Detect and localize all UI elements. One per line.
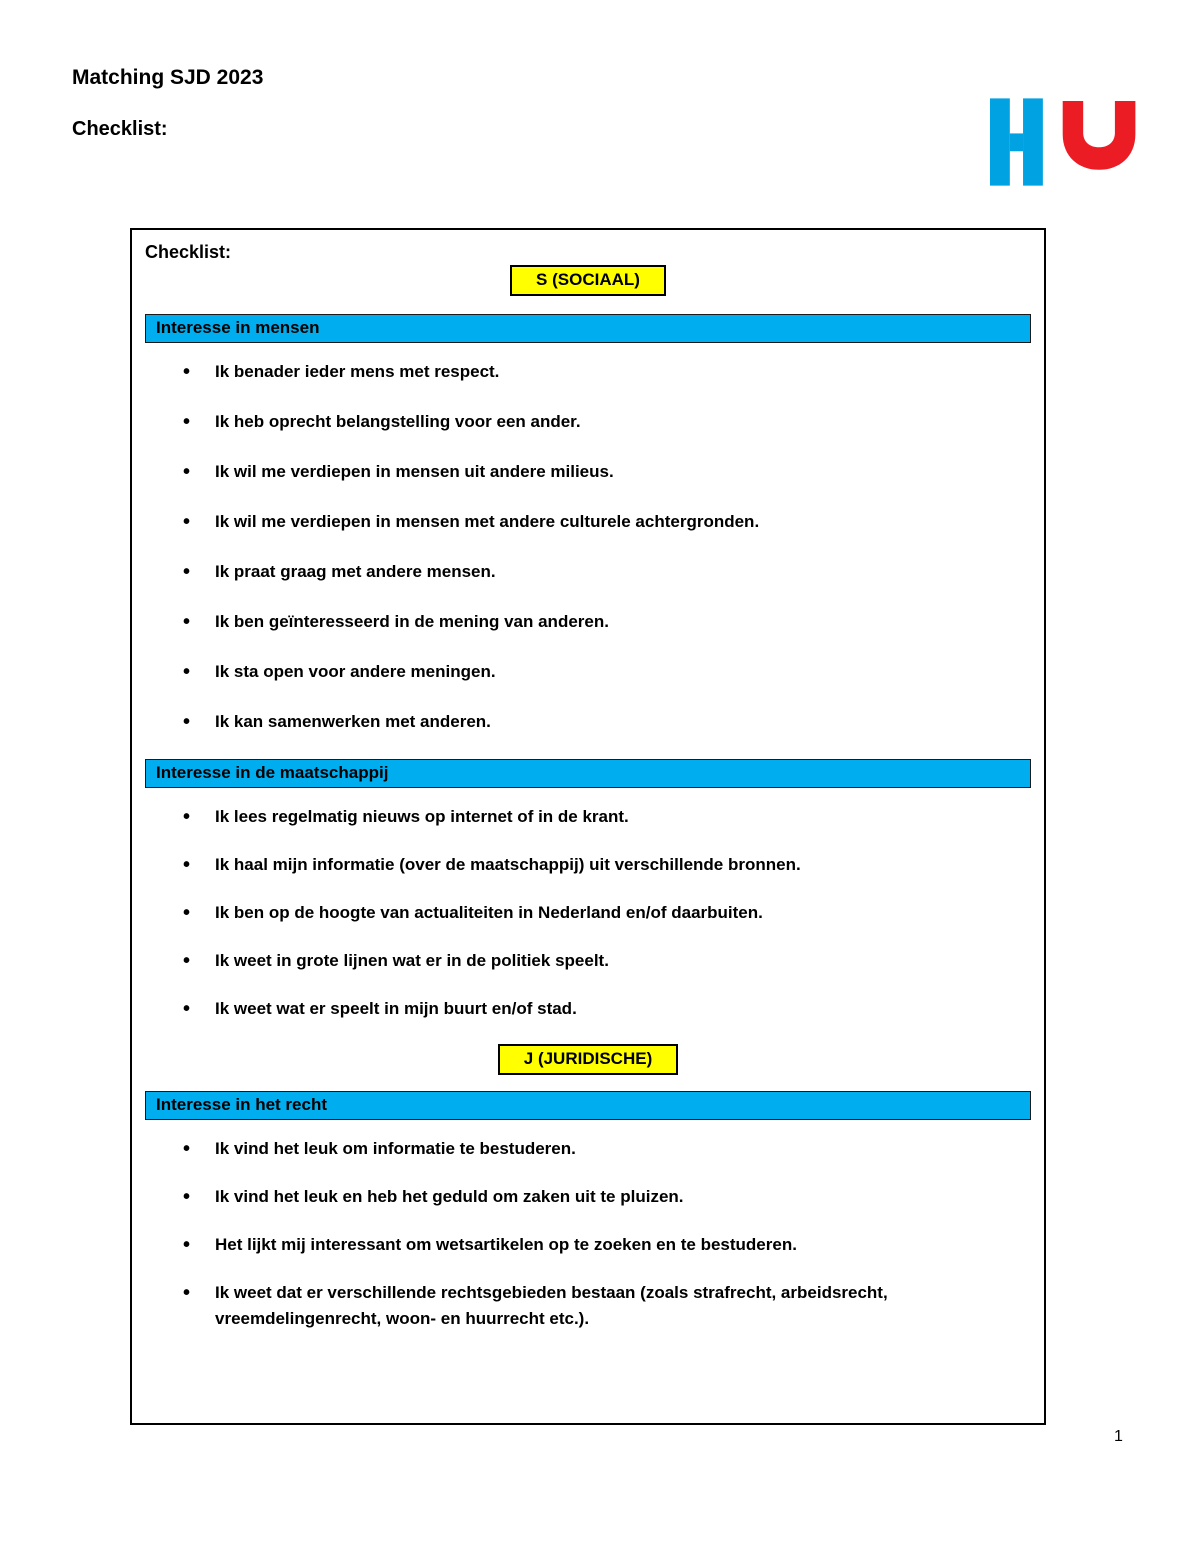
bullet-item: • Ik haal mijn informatie (over de maatschappij) uit verschillende bronnen. [183, 852, 1013, 878]
bullet-item: • Ik sta open voor andere meningen. [183, 659, 1013, 685]
section-header-interesse-in-mensen: Interesse in mensen [145, 314, 1031, 343]
bullet-item: • Ik ben geïnteresseerd in de mening van anderen. [183, 609, 1013, 635]
checklist-box [130, 228, 1046, 1425]
bullet-list-interesse-in-de-maatschappij [145, 804, 1031, 1022]
checklist-heading: Checklist: [145, 242, 232, 262]
hu-logo-icon [990, 76, 1142, 210]
badge-juridische: J (JURIDISCHE) [498, 1044, 678, 1075]
bullet-item: • Ik vind het leuk en heb het geduld om zaken uit te pluizen. [183, 1184, 1013, 1210]
section-header-interesse-in-het-recht: Interesse in het recht [145, 1091, 1031, 1120]
bullet-item: • Ik kan samenwerken met anderen. [183, 709, 1013, 735]
page-number: 1 [1114, 1428, 1123, 1445]
section-header-interesse-in-de-maatschappij: Interesse in de maatschappij [145, 759, 1031, 788]
bullet-item: • Ik wil me verdiepen in mensen uit andere milieus. [183, 459, 1013, 485]
badge-row-sociaal [145, 265, 1031, 296]
page-subtitle: Checklist: [72, 118, 168, 140]
bullet-item: • Ik weet dat er verschillende rechtsgebieden bestaan (zoals strafrecht, arbeidsrecht, vreemdelingenrecht, woon- en huurrecht etc.). [183, 1280, 1013, 1332]
bullet-item: • Ik lees regelmatig nieuws op internet of in de krant. [183, 804, 1013, 830]
bullet-list-interesse-in-het-recht [145, 1136, 1031, 1332]
bullet-item: • Ik benader ieder mens met respect. [183, 359, 1013, 385]
badge-row-juridische [145, 1044, 1031, 1075]
bullet-list-interesse-in-mensen [145, 359, 1031, 735]
page-title: Matching SJD 2023 [72, 66, 264, 89]
bullet-item: • Ik praat graag met andere mensen. [183, 559, 1013, 585]
bullet-item: • Ik ben op de hoogte van actualiteiten in Nederland en/of daarbuiten. [183, 900, 1013, 926]
bullet-item: • Ik weet wat er speelt in mijn buurt en/of stad. [183, 996, 1013, 1022]
bullet-item: • Ik heb oprecht belangstelling voor een ander. [183, 409, 1013, 435]
bullet-item: • Ik vind het leuk om informatie te bestuderen. [183, 1136, 1013, 1162]
bullet-item: • Het lijkt mij interessant om wetsartikelen op te zoeken en te bestuderen. [183, 1232, 1013, 1258]
badge-sociaal: S (SOCIAAL) [510, 265, 666, 296]
bullet-item: • Ik wil me verdiepen in mensen met andere culturele achtergronden. [183, 509, 1013, 535]
bullet-item: • Ik weet in grote lijnen wat er in de politiek speelt. [183, 948, 1013, 974]
